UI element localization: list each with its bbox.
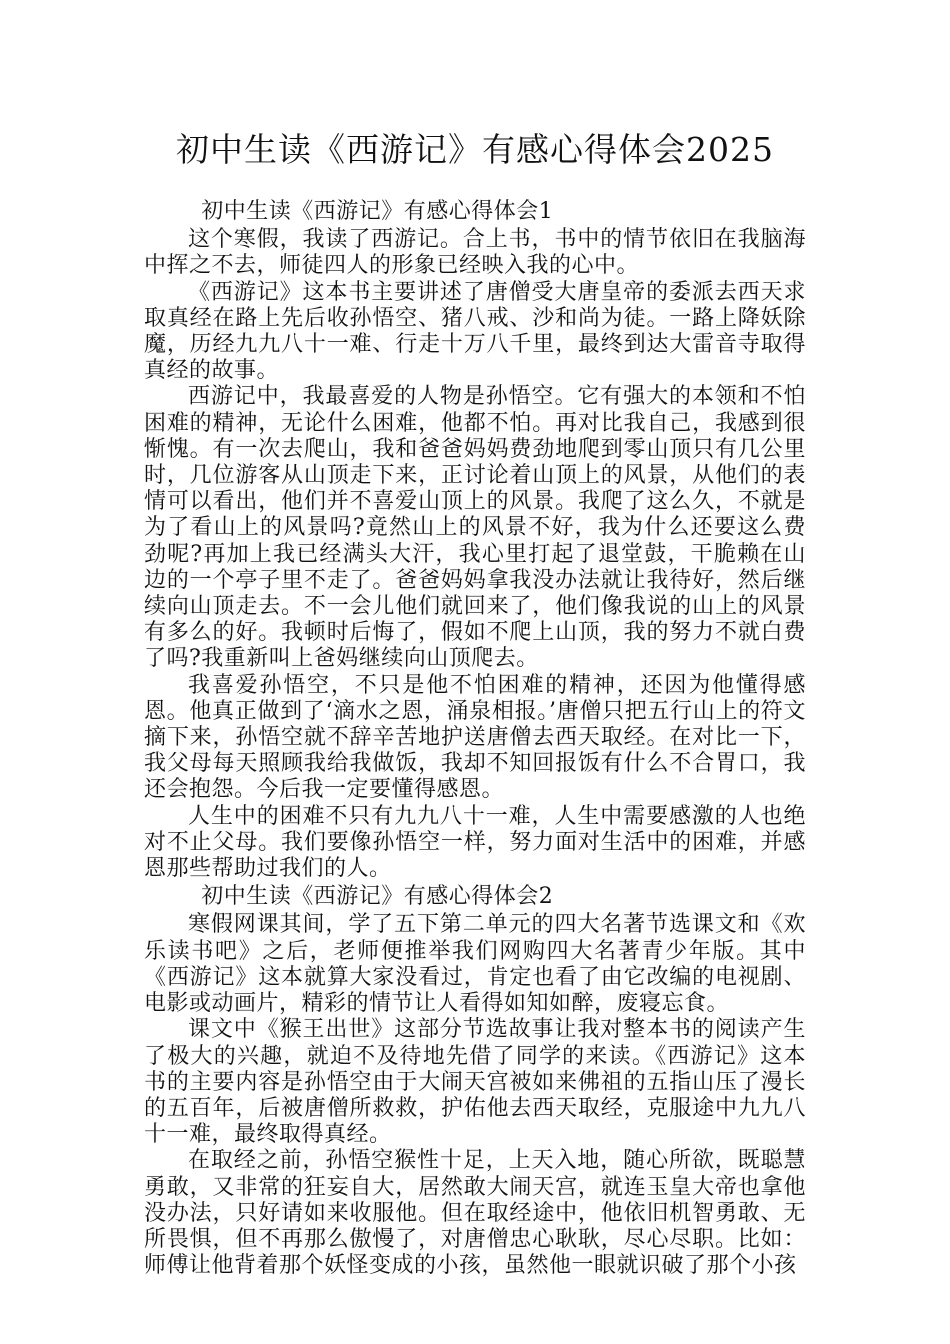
section-heading: 初中生读《西游记》有感心得体会1: [201, 199, 554, 224]
document-body: [144, 197, 806, 1279]
document-title: 初中生读《西游记》有感心得体会2025: [176, 130, 774, 169]
paragraph: 西游记中，我最喜爱的人物是孙悟空。它有强大的本领和不怕困难的精神，无论什么困难，他都不怕。再对比我自己，我感到很惭愧。有一次去爬山，我和爸爸妈妈费劲地爬到零山顶只有几公里时，几位游客从山顶走下来，正讨论着山顶上的风景，从他们的表情可以看出，他们并不喜爱山顶上的风景。我爬了这么久，不就是为了看山上的风景吗?竟然山上的风景不好，我为什么还要这么费劲呢?再加上我已经满头大汗，我心里打起了退堂鼓，干脆赖在山边的一个亭子里不走了。爸爸妈妈拿我没办法就让我待好，然后继续向山顶走去。不一会儿他们就回来了，他们像我说的山上的风景有多么的好。我顿时后悔了，假如不爬上山顶，我的努力不就白费了吗?我重新叫上爸妈继续向山顶爬去。: [144, 384, 806, 672]
paragraph: 课文中《猴王出世》这部分节选故事让我对整本书的阅读产生了极大的兴趣，就迫不及待地先借了同学的来读。《西游记》这本书的主要内容是孙悟空由于大闹天宫被如来佛祖的五指山压了漫长的五百年，后被唐僧所救救，护佑他去西天取经，克服途中九九八十一难，最终取得真经。: [144, 1017, 806, 1148]
paragraph: 我喜爱孙悟空，不只是他不怕困难的精神，还因为他懂得感恩。他真正做到了‘滴水之恩，涌泉相报。’唐僧只把五行山上的符文摘下来，孙悟空就不辞辛苦地护送唐僧去西天取经。在对比一下，我父母每天照顾我给我做饭，我却不知回报饭有什么不合胃口，我还会抱怨。今后我一定要懂得感恩。: [144, 672, 806, 803]
paragraph: 寒假网课其间，学了五下第二单元的四大名著节选课文和《欢乐读书吧》之后，老师便推举我们网购四大名著青少年版。其中《西游记》这本就算大家没看过，肯定也看了由它改编的电视剧、电影或动画片，精彩的情节让人看得如知如醉，废寝忘食。: [144, 912, 806, 1017]
paragraph: 《西游记》这本书主要讲述了唐僧受大唐皇帝的委派去西天求取真经在路上先后收孙悟空、猪八戒、沙和尚为徒。一路上降妖除魔，历经九九八十一难、行走十万八千里，最终到达大雷音寺取得真经的故事。: [144, 279, 806, 384]
section-heading: 初中生读《西游记》有感心得体会2: [201, 884, 554, 910]
paragraph: 人生中的困难不只有九九八十一难，人生中需要感激的人也绝对不止父母。我们要像孙悟空一样，努力面对生活中的困难，并感恩那些帮助过我们的人。: [144, 803, 806, 882]
paragraph: 在取经之前，孙悟空猴性十足，上天入地，随心所欲，既聪慧勇敢，又非常的狂妄自大，居然敢大闹天宫，就连玉皇大帝也拿他没办法，只好请如来收服他。但在取经途中，他依旧机智勇敢、无所畏惧，但不再那么傲慢了，对唐僧忠心耿耿，尽心尽职。比如：师傅让他背着那个妖怪变成的小孩，虽然他一眼就识破了那个小孩: [144, 1148, 806, 1279]
paragraph: 这个寒假，我读了西游记。合上书，书中的情节依旧在我脑海中挥之不去，师徒四人的形象已经映入我的心中。: [144, 227, 806, 279]
